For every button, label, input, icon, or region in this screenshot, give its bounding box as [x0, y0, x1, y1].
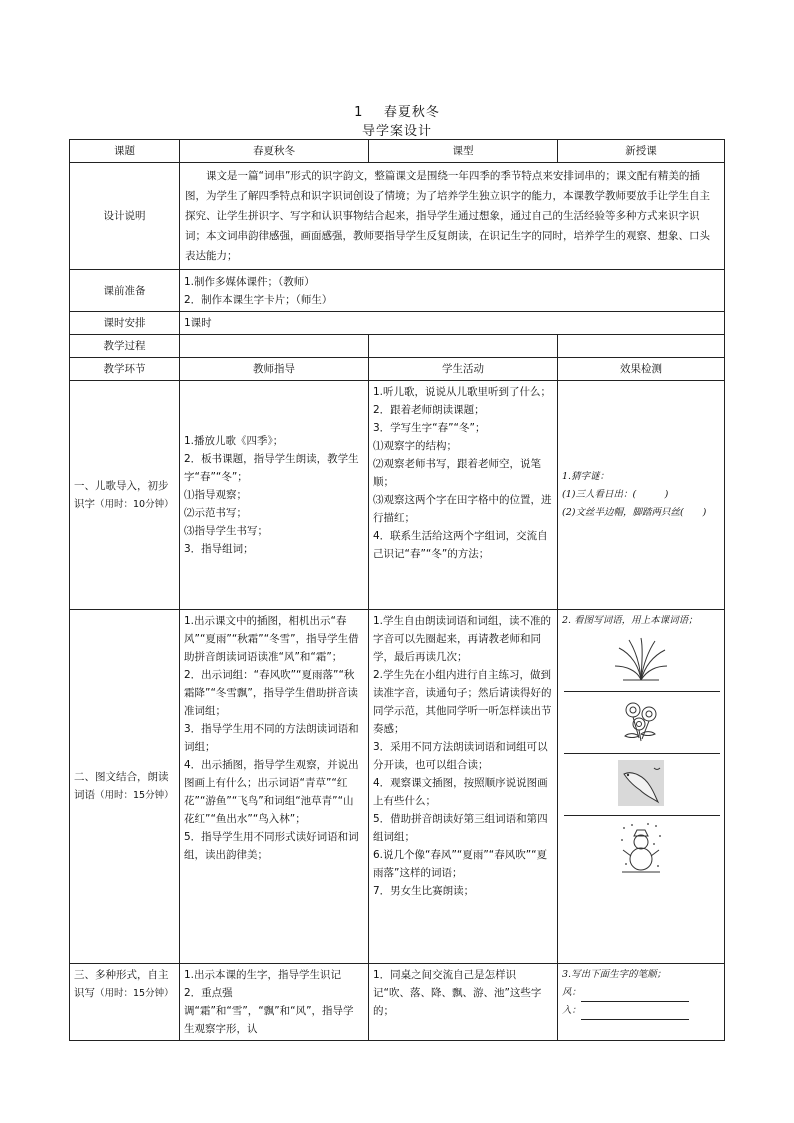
- picture-slot: [562, 692, 720, 752]
- stage-name: 一、儿歌导入，初步识字: [74, 479, 169, 510]
- column-header: 教师指导: [180, 358, 369, 381]
- teacher-step: 1.出示本课的生字，指导学生识记: [184, 969, 342, 981]
- type-label: 课型: [369, 140, 558, 163]
- design-row: [70, 163, 725, 270]
- section-row: [70, 381, 725, 610]
- check-item: 3.写出下面生字的笔顺；: [562, 969, 667, 980]
- section-row: [70, 610, 725, 964]
- column-header: 学生活动: [369, 358, 558, 381]
- prep-item: 2．制作本课生字卡片；（师生）: [184, 293, 333, 306]
- column-header: 效果检测: [558, 358, 725, 381]
- student-step: 2．跟着老师朗读课题；: [373, 404, 485, 416]
- type-value: 新授课: [558, 140, 725, 163]
- fish-icon: [618, 760, 664, 806]
- flower-icon: [617, 698, 665, 742]
- student-cell: [369, 610, 558, 964]
- teacher-step: ⑵示范书写；: [184, 507, 247, 519]
- grass-icon: [613, 636, 669, 682]
- stage-cell: [70, 610, 180, 964]
- column-header-row: [70, 358, 725, 381]
- process-label: 教学过程: [70, 335, 180, 358]
- stage-cell: [70, 964, 180, 1041]
- student-cell: [369, 964, 558, 1041]
- check-cell: [558, 381, 725, 610]
- topic-label: 课题: [70, 140, 180, 163]
- check-item: 2. 看图写词语，用上本课词语；: [562, 615, 698, 626]
- design-label: 设计说明: [70, 163, 180, 270]
- student-step: 1．同桌之间交流自己是怎样识记“吹、落、降、飘、游、池”这些字的；: [373, 969, 542, 1017]
- teacher-step: 3．指导学生用不同的方法朗读词语和词组；: [184, 723, 359, 753]
- prep-label: 课前准备: [70, 270, 180, 312]
- teacher-step: 2．出示词组：“春风吹”“夏雨落”“秋霜降”“冬雪飘”，指导学生借助拼音读准词组；: [184, 669, 358, 717]
- prep-item: 1.制作多媒体课件；（教师）: [184, 275, 315, 288]
- lesson-name: 春夏秋冬: [383, 105, 440, 120]
- student-cell: [369, 381, 558, 610]
- student-step: 3．学写生字“春”“冬”；: [373, 422, 486, 434]
- stage-name: 二、图文结合，朗读词语: [74, 771, 169, 801]
- answer-line: [581, 989, 689, 1002]
- stroke-order-field: [562, 1002, 720, 1020]
- hours-label: 课时安排: [70, 312, 180, 335]
- prep-row: [70, 270, 725, 312]
- student-step: 1.学生自由朗读词语和词组，读不准的字音可以先圈起来，再请教老师和同学，最后再读几次；: [373, 615, 552, 663]
- topic-value: 春夏秋冬: [180, 140, 369, 163]
- student-step: ⑴观察字的结构；: [373, 440, 457, 452]
- teacher-step: ⑴指导观察；: [184, 489, 247, 501]
- student-step: ⑵观察老师书写，跟着老师空，说笔顺；: [373, 458, 541, 488]
- hours-value: 1课时: [180, 312, 725, 335]
- prep-items: [180, 270, 725, 312]
- stage-time: （用时：15分钟）: [95, 790, 174, 801]
- student-step: 4．观察课文插图，按照顺序说说图画上有些什么；: [373, 777, 548, 807]
- teacher-step: 4．出示插图，指导学生观察，并说出图画上有什么；出示词语“青草”“红花”“游鱼”“飞鸟”和词组“池草青”“山花红”“鱼出水”“鸟入林”；: [184, 759, 359, 825]
- design-text: 课文是一篇“词串”形式的识字韵文，整篇课文是围绕一年四季的季节特点来安排词串的；课文配有精美的插图，为学生了解四季特点和识字识词创设了情境；为了培养学生独立识字的能力，本课教学教师要放手让学生自主探究、让学生拼识字、写字和认识事物结合起来，指导学生通过想象，通过自己的生活经验等多种方式来识字识词；本文词串韵律感强，画面感强，教师要指导学生反复朗读，在识记生字的同时，培养学生的观察、想象、口头表达能力；: [180, 163, 725, 270]
- stage-cell: [70, 381, 180, 610]
- picture-slot: [562, 816, 720, 880]
- teacher-step: 1.播放儿歌《四季》；: [184, 435, 284, 447]
- check-item: (1)三人看日出：( ): [562, 489, 669, 500]
- student-step: 3．采用不同方法朗读词语和词组可以分开读，也可以组合读；: [373, 741, 548, 771]
- stage-time: （用时：10分钟）: [95, 498, 174, 510]
- process-row: [70, 335, 725, 358]
- check-item: 1.猜字谜：: [562, 471, 610, 482]
- stroke-order-label: 入：: [562, 1005, 582, 1016]
- teacher-cell: [180, 964, 369, 1041]
- teacher-cell: [180, 381, 369, 610]
- picture-slot: [562, 754, 720, 814]
- lesson-plan-table: [69, 139, 725, 1041]
- lesson-title: [0, 101, 794, 120]
- process-empty: [369, 335, 558, 358]
- check-cell: [558, 610, 725, 964]
- picture-slot: [562, 630, 720, 690]
- student-step: 4．联系生活给这两个字组词，交流自己识记“春”“冬”的方法；: [373, 530, 548, 560]
- student-step: 6.说几个像“春风”“夏雨”“春风吹”“夏雨落”这样的词语；: [373, 849, 548, 879]
- teacher-cell: [180, 610, 369, 964]
- document-subtitle: 导学案设计: [361, 124, 432, 139]
- student-step: 7．男女生比赛朗读；: [373, 885, 475, 897]
- teacher-step: 5．指导学生用不同形式读好词语和词组，读出韵律美；: [184, 831, 359, 861]
- teacher-step: 3．指导组词；: [184, 543, 254, 555]
- lesson-number: 1: [354, 105, 364, 120]
- hours-row: [70, 312, 725, 335]
- teacher-step: 1.出示课文中的插图，相机出示“春风”“夏雨”“秋霜”“冬雪”，指导学生借助拼音朗读词语读准“风”和“霜”；: [184, 615, 359, 663]
- stage-time: （用时：15分钟）: [95, 988, 174, 999]
- student-step: 1.听儿歌，说说从儿歌里听到了什么；: [373, 386, 552, 398]
- student-step: 2.学生先在小组内进行自主练习，做到读准字音，读通句子；然后请读得好的同学示范，其他同学听一听怎样读出节奏感；: [373, 669, 552, 735]
- teacher-step: 2．板书课题，指导学生朗读，教学生字“春”“冬”；: [184, 453, 359, 483]
- student-step: ⑶观察这两个字在田字格中的位置，进行描红；: [373, 494, 552, 524]
- section-row: [70, 964, 725, 1041]
- check-cell: [558, 964, 725, 1041]
- stage-name: 三、多种形式，自主识写: [74, 969, 169, 999]
- check-item: (2)文丝半边帽，脚踏两只丝( ): [562, 507, 707, 518]
- teacher-step: ⑶指导学生书写；: [184, 525, 268, 537]
- process-empty: [180, 335, 369, 358]
- student-step: 5．借助拼音朗读好第三组词语和第四组词组；: [373, 813, 548, 843]
- process-empty: [558, 335, 725, 358]
- header-row: [70, 140, 725, 163]
- column-header: 教学环节: [70, 358, 180, 381]
- snowman-icon: [618, 822, 664, 874]
- answer-line: [581, 1007, 689, 1020]
- stroke-order-field: [562, 984, 720, 1002]
- stroke-order-label: 风：: [562, 987, 582, 998]
- teacher-step: 2．重点强调“霜”和“雪”，“飘”和“风”，指导学生观察字形，认: [184, 987, 354, 1035]
